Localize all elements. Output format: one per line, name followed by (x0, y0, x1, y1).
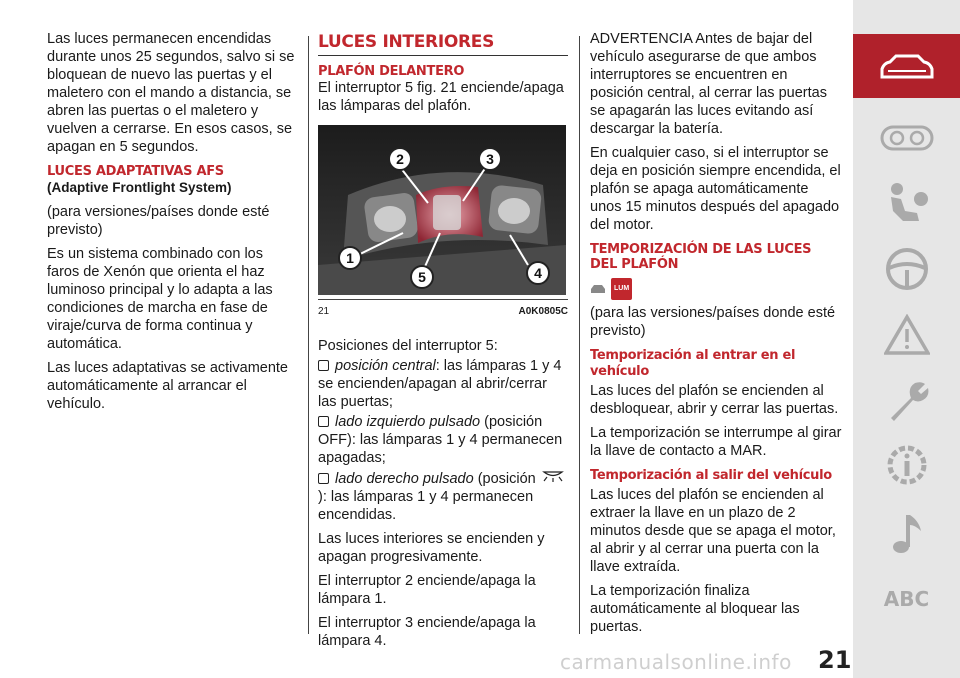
music-note-icon[interactable] (853, 510, 960, 556)
checkbox-bullet-icon (318, 360, 329, 371)
warning-paragraph: ADVERTENCIA Antes de bajar del vehículo asegurarse de que ambos interruptores se encuentren en posición central, al cerrar las puertas se apagarán las luces evitando así descargar la batería. (590, 31, 827, 137)
afs-description: Es un sistema combinado con los faros de Xenón que orienta el haz luminoso principal y lo adapta a las condiciones de marcha en fase de viraje/curva de forma continua y automática. (47, 246, 273, 352)
timing-entry-text: Las luces del plafón se encienden al desbloquear, abrir y cerrar las puertas. (590, 383, 839, 417)
front-dome-heading: PLAFÓN DELANTERO (318, 64, 465, 79)
bullet-central (318, 357, 568, 411)
dome-light-illustration (318, 125, 566, 295)
bullet-central-text: : las lámparas 1 y 4 se encienden/apagan al abrir/cerrar las puertas; (318, 358, 562, 410)
column-1 (47, 30, 297, 419)
figure-number: 21 (318, 306, 330, 317)
page-number: 21 (818, 646, 852, 674)
callout-1-label: 1 (346, 250, 354, 266)
dashboard-icon[interactable] (853, 118, 960, 158)
dome-timing-heading: TEMPORIZACIÓN DE LAS LUCES DEL PLAFÓN (590, 242, 812, 272)
column-2 (318, 30, 568, 656)
abc-index-icon[interactable]: ABC (883, 587, 930, 611)
watermark: carmanualsonline.info (560, 650, 792, 674)
afs-heading: LUCES ADAPTATIVAS AFS (47, 164, 224, 179)
switch-2-text: El interruptor 2 enciende/apaga la lámpara 1. (318, 573, 536, 607)
afs-availability: (para versiones/países donde esté previsto) (47, 204, 270, 238)
column-divider (579, 36, 580, 634)
warning-triangle-icon[interactable] (853, 312, 960, 358)
column-divider (308, 36, 309, 634)
timing-exit-heading: Temporización al salir del vehículo (590, 468, 832, 483)
dome-light-on-icon (540, 469, 566, 483)
timing-availability: (para las versiones/países donde esté previsto) (590, 305, 836, 339)
switch-3-text: El interruptor 3 enciende/apaga la lámpara 4. (318, 615, 536, 649)
timing-entry-heading: Temporización al entrar en el vehículo (590, 348, 796, 379)
option-badge-row (590, 278, 842, 300)
bullet-right (318, 469, 568, 524)
intro-paragraph: Las luces permanecen encendidas durante unos 25 segundos, salvo si se bloquean de nuevo las puertas y el maletero con el mando a distancia, se abren las puertas o el maletero y vuelven a cerrarse. En esos casos, se apagan en 5 segundos. (47, 31, 295, 155)
timing-interrupt-text: La temporización se interrumpe al girar la llave de contacto a MAR. (590, 425, 842, 459)
figure-code: A0K0805C (518, 306, 568, 317)
bullet-right-prefix: (posición (473, 471, 540, 487)
bullet-left-text: (posición OFF): las lámparas 1 y 4 permanecen apagadas; (318, 414, 563, 466)
wrench-icon[interactable] (853, 376, 960, 426)
bullet-central-term: posición central (335, 358, 436, 374)
callout-3-label: 3 (486, 151, 494, 167)
timing-end-text: La temporización finaliza automáticamente al bloquear las puertas. (590, 583, 800, 635)
figure-caption (318, 299, 568, 321)
positions-intro: Posiciones del interruptor 5: (318, 338, 498, 354)
car-small-icon (590, 283, 606, 295)
front-dome-intro: El interruptor 5 fig. 21 enciende/apaga las lámparas del plafón. (318, 80, 564, 114)
callout-2-label: 2 (396, 151, 404, 167)
checkbox-bullet-icon (318, 473, 329, 484)
steering-wheel-icon[interactable] (853, 244, 960, 294)
column-3 (590, 30, 842, 642)
progressive-lights-text: Las luces interiores se encienden y apagan progresivamente. (318, 531, 545, 565)
lum-badge: LUM (611, 278, 632, 300)
info-gear-icon[interactable] (853, 440, 960, 490)
seat-airbag-icon[interactable] (853, 180, 960, 226)
bullet-left (318, 413, 568, 467)
timing-exit-text: Las luces del plafón se encienden al extraer la llave en un plazo de 2 minutos desde que se apaga el motor, al abrir y al cerrar una puerta con la llave extraída. (590, 487, 836, 575)
bullet-right-text: ): las lámparas 1 y 4 permanecen encendidas. (318, 489, 534, 523)
section-heading-interior-lights: LUCES INTERIORES (318, 32, 568, 56)
chapter-sidebar (853, 0, 960, 678)
checkbox-bullet-icon (318, 416, 329, 427)
afs-activation: Las luces adaptativas se activamente automáticamente al arrancar el vehículo. (47, 360, 288, 412)
car-icon[interactable] (853, 48, 960, 88)
callout-4-label: 4 (534, 265, 542, 281)
afs-subtitle: (Adaptive Frontlight System) (47, 180, 232, 195)
bullet-left-term: lado izquierdo pulsado (335, 414, 481, 430)
auto-off-paragraph: En cualquier caso, si el interruptor se deja en posición siempre encendida, el plafón se apaga automáticamente unos 15 minutos después del apagado del motor. (590, 145, 841, 233)
callout-5-label: 5 (418, 269, 426, 285)
bullet-right-term: lado derecho pulsado (335, 471, 474, 487)
figure-dome-light (318, 125, 566, 295)
